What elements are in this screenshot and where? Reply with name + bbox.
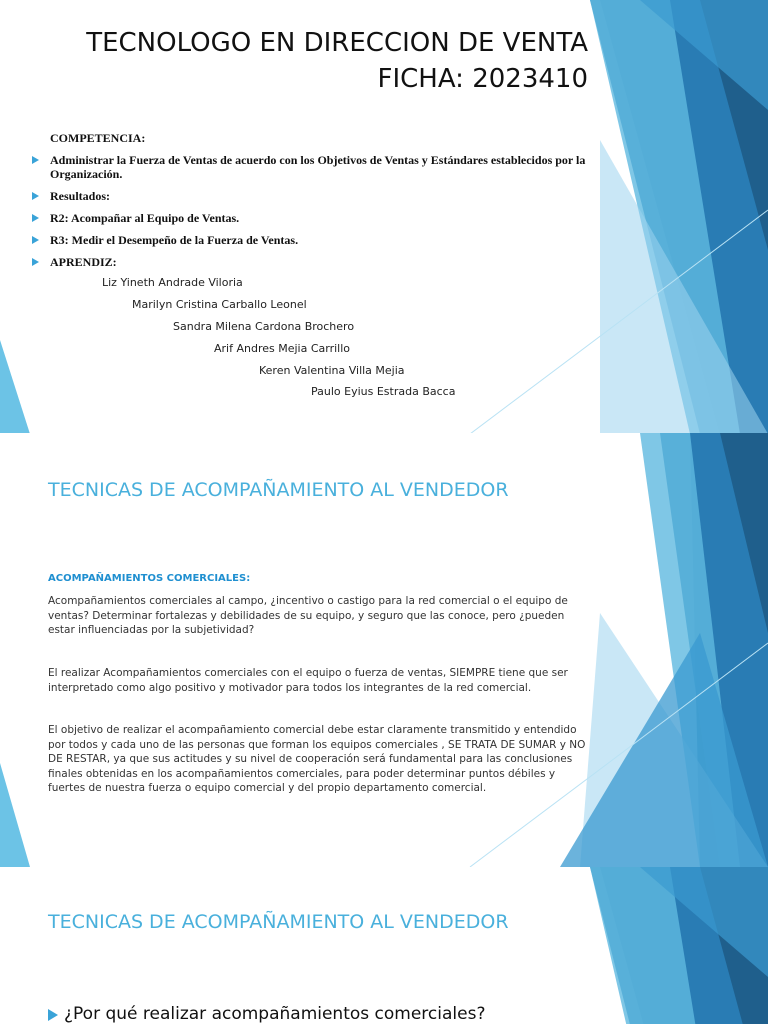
- bullet-r2: R2: Acompañar al Equipo de Ventas.: [50, 211, 240, 225]
- slide-title: TECNICAS DE ACOMPAÑAMIENTO AL VENDEDOR: [48, 479, 509, 501]
- paragraph: El objetivo de realizar el acompañamiento comercial debe estar claramente transmitido y entendido por todos y cada uno de las personas que forman los equipos comerciales , SE TRATA DE SUMAR y NO DE RESTAR, ya que sus actitudes y su nivel de cooperación será fundamental para las conclusiones finales obtenidas en los acompañamientos comerciales, para poder determinar puntos débiles y fuertes de nuestra fuerza o equipo comercial y del propio departamento comercial.: [48, 724, 586, 794]
- bullet-resultados: Resultados:: [50, 189, 111, 203]
- student-name: Paulo Eyius Estrada Bacca: [311, 385, 456, 398]
- paragraph: El realizar Acompañamientos comerciales con el equipo o fuerza de ventas, SIEMPRE tiene que ser interpretado como algo positivo y motivador para todos los integrantes de la red comercial.: [48, 667, 568, 694]
- slide-2: [0, 433, 768, 867]
- bullet-icon: [32, 258, 39, 266]
- paragraph: Acompañamientos comerciales al campo, ¿incentivo o castigo para la red comercial o el equipo de ventas? Determinar fortalezas y debilidades de su equipo, y seguro que las conoce, pero ¿pueden estar influenciadas por la subjetividad?: [48, 595, 568, 636]
- bullet-r3: R3: Medir el Desempeño de la Fuerza de Ventas.: [50, 233, 299, 247]
- bullet-icon: [32, 156, 39, 164]
- slide-3: [0, 867, 768, 1024]
- bullet-icon: [32, 236, 39, 244]
- slide-title-line-1: TECNOLOGO EN DIRECCION DE VENTA: [86, 28, 588, 58]
- bullet-icon: [48, 1009, 58, 1021]
- section-subtitle: ACOMPAÑAMIENTOS COMERCIALES:: [48, 573, 251, 584]
- student-name: Marilyn Cristina Carballo Leonel: [132, 298, 307, 311]
- bullet-icon: [32, 214, 39, 222]
- bullet-competencia: Administrar la Fuerza de Ventas de acuerdo con los Objetivos de Ventas y Estándares establecidos por la Organización.: [50, 153, 586, 181]
- decorative-blue-shapes: [0, 867, 768, 1024]
- slide-title: TECNICAS DE ACOMPAÑAMIENTO AL VENDEDOR: [48, 911, 509, 933]
- student-name: Arif Andres Mejia Carrillo: [214, 342, 351, 355]
- slide-title-line-2: FICHA: 2023410: [377, 64, 588, 94]
- competencia-label: COMPETENCIA:: [50, 131, 146, 145]
- bullet-aprendiz: APRENDIZ:: [50, 255, 117, 269]
- bullet-icon: [32, 192, 39, 200]
- student-name: Sandra Milena Cardona Brochero: [173, 320, 355, 333]
- student-name: Keren Valentina Villa Mejia: [259, 364, 405, 377]
- question-text: ¿Por qué realizar acompañamientos comerciales?: [64, 1004, 486, 1024]
- slide-1: [0, 0, 768, 433]
- student-name: Liz Yineth Andrade Viloria: [102, 276, 243, 289]
